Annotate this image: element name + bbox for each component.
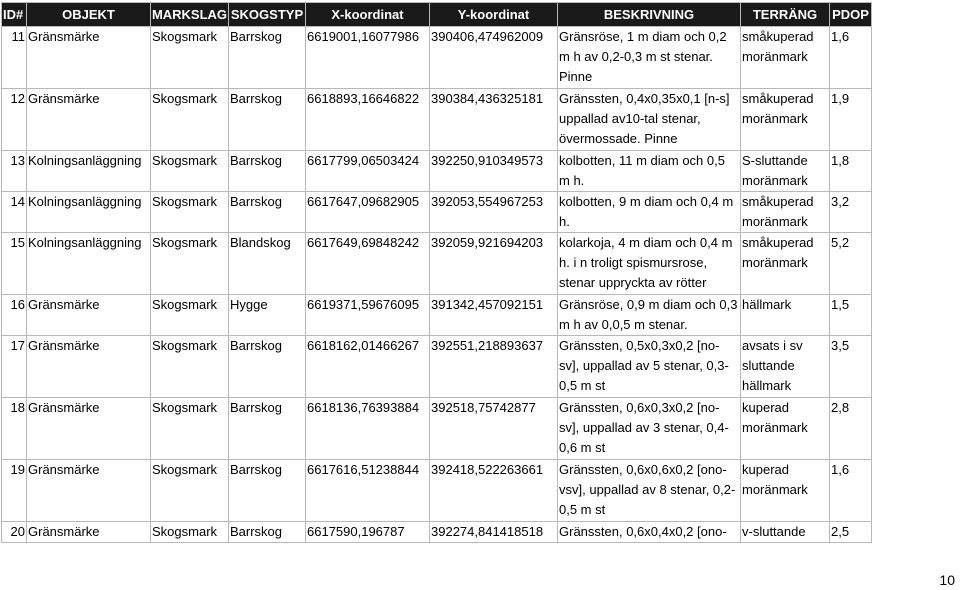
cell-beskrivning: Gränsröse, 1 m diam och 0,2 m h av 0,2-0,3 m st stenar. Pinne	[558, 27, 741, 89]
table-row	[2, 233, 872, 295]
cell-pdop: 5,2	[830, 233, 872, 295]
cell-x-koordinat: 6619371,59676095	[306, 295, 430, 336]
cell-markslag: Skogsmark	[151, 27, 229, 89]
table-header-row	[2, 3, 872, 27]
col-header-beskrivning: BESKRIVNING	[558, 3, 741, 27]
cell-terrang: S-sluttande moränmark	[741, 151, 830, 192]
cell-terrang: v-sluttande	[741, 522, 830, 543]
cell-objekt: Gränsmärke	[27, 89, 151, 151]
cell-markslag: Skogsmark	[151, 336, 229, 398]
cell-terrang: småkuperad moränmark	[741, 233, 830, 295]
cell-y-koordinat: 392274,841418518	[430, 522, 558, 543]
cell-x-koordinat: 6618162,01466267	[306, 336, 430, 398]
cell-markslag: Skogsmark	[151, 460, 229, 522]
cell-id: 14	[2, 192, 27, 233]
cell-skogstyp: Barrskog	[229, 89, 306, 151]
cell-objekt: Gränsmärke	[27, 27, 151, 89]
cell-objekt: Gränsmärke	[27, 460, 151, 522]
cell-skogstyp: Barrskog	[229, 192, 306, 233]
cell-objekt: Gränsmärke	[27, 295, 151, 336]
cell-beskrivning: Gränssten, 0,4x0,35x0,1 [n-s] uppallad av10-tal stenar, övermossade. Pinne	[558, 89, 741, 151]
cell-id: 17	[2, 336, 27, 398]
cell-terrang: småkuperad moränmark	[741, 27, 830, 89]
cell-beskrivning: Gränssten, 0,5x0,3x0,2 [no-sv], uppallad av 5 stenar, 0,3-0,5 m st	[558, 336, 741, 398]
cell-terrang: kuperad moränmark	[741, 398, 830, 460]
table-row	[2, 192, 872, 233]
cell-objekt: Kolningsanläggning	[27, 151, 151, 192]
cell-y-koordinat: 392059,921694203	[430, 233, 558, 295]
cell-skogstyp: Barrskog	[229, 398, 306, 460]
cell-x-koordinat: 6617799,06503424	[306, 151, 430, 192]
cell-id: 20	[2, 522, 27, 543]
col-header-id: ID#	[2, 3, 27, 27]
cell-skogstyp: Barrskog	[229, 460, 306, 522]
cell-objekt: Kolningsanläggning	[27, 233, 151, 295]
cell-x-koordinat: 6617616,51238844	[306, 460, 430, 522]
cell-x-koordinat: 6617590,196787	[306, 522, 430, 543]
table-row	[2, 398, 872, 460]
col-header-y-koordinat: Y-koordinat	[430, 3, 558, 27]
cell-terrang: småkuperad moränmark	[741, 89, 830, 151]
cell-pdop: 2,5	[830, 522, 872, 543]
col-header-objekt: OBJEKT	[27, 3, 151, 27]
cell-markslag: Skogsmark	[151, 522, 229, 543]
cell-markslag: Skogsmark	[151, 233, 229, 295]
cell-objekt: Kolningsanläggning	[27, 192, 151, 233]
cell-beskrivning: Gränssten, 0,6x0,3x0,2 [no-sv], uppallad av 3 stenar, 0,4-0,6 m st	[558, 398, 741, 460]
cell-beskrivning: kolbotten, 9 m diam och 0,4 m h.	[558, 192, 741, 233]
fornlamning-register-table	[1, 2, 872, 543]
cell-skogstyp: Hygge	[229, 295, 306, 336]
cell-skogstyp: Barrskog	[229, 27, 306, 89]
cell-pdop: 1,8	[830, 151, 872, 192]
cell-pdop: 3,5	[830, 336, 872, 398]
cell-x-koordinat: 6617649,69848242	[306, 233, 430, 295]
cell-beskrivning: Gränssten, 0,6x0,4x0,2 [ono-	[558, 522, 741, 543]
cell-y-koordinat: 392250,910349573	[430, 151, 558, 192]
col-header-terrang: TERRÄNG	[741, 3, 830, 27]
cell-terrang: avsats i sv sluttande hällmark	[741, 336, 830, 398]
table-row	[2, 522, 872, 543]
cell-id: 16	[2, 295, 27, 336]
cell-y-koordinat: 391342,457092151	[430, 295, 558, 336]
cell-markslag: Skogsmark	[151, 192, 229, 233]
cell-markslag: Skogsmark	[151, 398, 229, 460]
cell-objekt: Gränsmärke	[27, 336, 151, 398]
cell-id: 11	[2, 27, 27, 89]
cell-x-koordinat: 6619001,16077986	[306, 27, 430, 89]
table-row	[2, 89, 872, 151]
cell-skogstyp: Barrskog	[229, 336, 306, 398]
table-row	[2, 336, 872, 398]
cell-markslag: Skogsmark	[151, 89, 229, 151]
col-header-pdop: PDOP	[830, 3, 872, 27]
cell-terrang: småkuperad moränmark	[741, 192, 830, 233]
cell-id: 18	[2, 398, 27, 460]
col-header-skogstyp: SKOGSTYP	[229, 3, 306, 27]
cell-id: 15	[2, 233, 27, 295]
table-row	[2, 151, 872, 192]
cell-beskrivning: kolarkoja, 4 m diam och 0,4 m h. i n troligt spismursrose, stenar uppryckta av rötter	[558, 233, 741, 295]
cell-pdop: 1,6	[830, 460, 872, 522]
cell-y-koordinat: 392418,522263661	[430, 460, 558, 522]
cell-x-koordinat: 6617647,09682905	[306, 192, 430, 233]
cell-markslag: Skogsmark	[151, 151, 229, 192]
table-row	[2, 27, 872, 89]
cell-id: 13	[2, 151, 27, 192]
page-number: 10	[939, 572, 955, 588]
cell-skogstyp: Blandskog	[229, 233, 306, 295]
cell-beskrivning: kolbotten, 11 m diam och 0,5 m h.	[558, 151, 741, 192]
cell-id: 12	[2, 89, 27, 151]
cell-objekt: Gränsmärke	[27, 398, 151, 460]
cell-pdop: 1,5	[830, 295, 872, 336]
col-header-x-koordinat: X-koordinat	[306, 3, 430, 27]
cell-y-koordinat: 392518,75742877	[430, 398, 558, 460]
col-header-markslag: MARKSLAG	[151, 3, 229, 27]
cell-pdop: 1,6	[830, 27, 872, 89]
table-row	[2, 295, 872, 336]
cell-y-koordinat: 390406,474962009	[430, 27, 558, 89]
cell-terrang: hällmark	[741, 295, 830, 336]
cell-pdop: 3,2	[830, 192, 872, 233]
cell-skogstyp: Barrskog	[229, 522, 306, 543]
cell-beskrivning: Gränssten, 0,6x0,6x0,2 [ono-vsv], uppallad av 8 stenar, 0,2-0,5 m st	[558, 460, 741, 522]
cell-y-koordinat: 390384,436325181	[430, 89, 558, 151]
cell-objekt: Gränsmärke	[27, 522, 151, 543]
cell-y-koordinat: 392053,554967253	[430, 192, 558, 233]
cell-pdop: 2,8	[830, 398, 872, 460]
table-row	[2, 460, 872, 522]
cell-pdop: 1,9	[830, 89, 872, 151]
cell-terrang: kuperad moränmark	[741, 460, 830, 522]
cell-id: 19	[2, 460, 27, 522]
cell-y-koordinat: 392551,218893637	[430, 336, 558, 398]
cell-x-koordinat: 6618893,16646822	[306, 89, 430, 151]
cell-skogstyp: Barrskog	[229, 151, 306, 192]
cell-beskrivning: Gränsröse, 0,9 m diam och 0,3 m h av 0,0,5 m stenar.	[558, 295, 741, 336]
cell-markslag: Skogsmark	[151, 295, 229, 336]
cell-x-koordinat: 6618136,76393884	[306, 398, 430, 460]
